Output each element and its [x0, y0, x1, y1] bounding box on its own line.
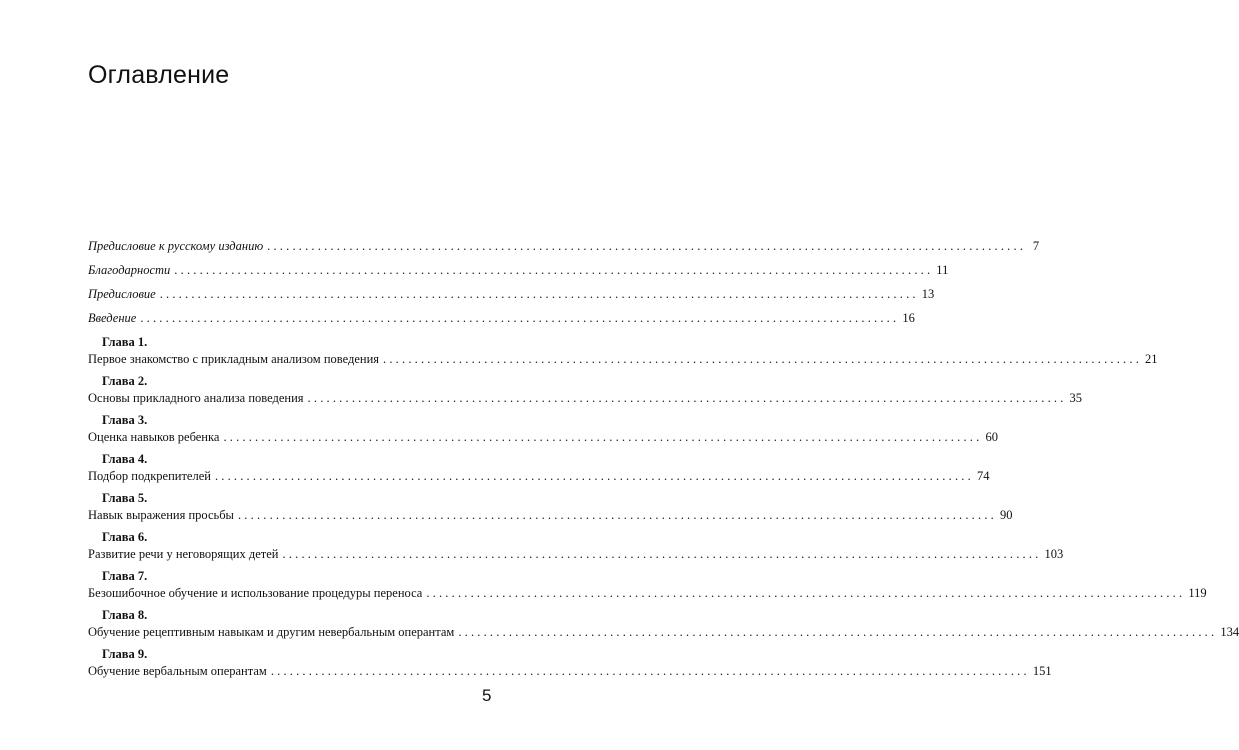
toc-page-number: 7 [1032, 239, 1040, 253]
toc-entry-chapter-2[interactable] [88, 373, 1083, 406]
toc-page-number: 103 [1044, 547, 1064, 561]
dot-leader: ........................................................................................................................ [270, 664, 1030, 678]
dot-leader: ........................................................................................................................ [267, 239, 1027, 253]
toc-entry-title: Безошибочное обучение и использование процедуры переноса [88, 586, 423, 600]
toc-page-number: 90 [999, 508, 1013, 522]
toc-entry-chapter-5[interactable] [88, 490, 1013, 523]
toc-entry-introduction[interactable] [88, 310, 915, 326]
toc-entry-title: Обучение рецептивным навыкам и другим невербальным оперантам [88, 625, 455, 639]
chapter-label: Глава 2. [102, 374, 148, 388]
toc-page-number: 21 [1145, 352, 1158, 366]
toc-entry-chapter-9[interactable] [88, 646, 1052, 679]
toc-page-number: 74 [976, 469, 990, 483]
chapter-label: Глава 1. [102, 335, 148, 349]
toc-entry-chapter-7[interactable] [88, 568, 1207, 601]
dot-leader: ........................................................................................................................ [223, 430, 983, 444]
dot-leader: ........................................................................................................................ [159, 287, 919, 301]
chapter-label: Глава 3. [102, 413, 148, 427]
toc-entry-acknowledgements[interactable] [88, 262, 949, 278]
toc-page-number: 60 [985, 430, 998, 444]
toc-page-number: 35 [1069, 391, 1083, 405]
toc-page-number: 16 [902, 311, 915, 325]
toc-page-number: 151 [1032, 664, 1052, 678]
toc-entry-title: Подбор подкрепителей [88, 469, 211, 483]
chapter-label: Глава 8. [102, 608, 148, 622]
chapter-label: Глава 7. [102, 569, 148, 583]
toc-page-number: 13 [921, 287, 935, 301]
toc-entry-title: Предисловие [88, 287, 156, 301]
dot-leader: ........................................................................................................................ [307, 391, 1067, 405]
toc-entry-title: Первое знакомство с прикладным анализом поведения [88, 352, 380, 366]
dot-leader: ........................................................................................................................ [140, 311, 900, 325]
table-of-contents [88, 238, 1239, 685]
toc-page-number: 11 [936, 263, 949, 277]
toc-entry-title: Обучение вербальным оперантам [88, 664, 267, 678]
toc-entry-title: Оценка навыков ребенка [88, 430, 220, 444]
toc-entry-chapter-4[interactable] [88, 451, 990, 484]
dot-leader: ........................................................................................................................ [174, 263, 934, 277]
dot-leader: ........................................................................................................................ [214, 469, 974, 483]
toc-entry-chapter-6[interactable] [88, 529, 1064, 562]
dot-leader: ........................................................................................................................ [282, 547, 1042, 561]
chapter-label: Глава 9. [102, 647, 148, 661]
toc-entry-title: Развитие речи у неговорящих детей [88, 547, 279, 561]
chapter-label: Глава 6. [102, 530, 148, 544]
toc-entry-preface[interactable] [88, 286, 935, 302]
dot-leader: ........................................................................................................................ [237, 508, 997, 522]
toc-entry-preface-russian-edition[interactable] [88, 238, 1040, 254]
toc-entry-title: Предисловие к русскому изданию [88, 239, 264, 253]
chapter-label: Глава 4. [102, 452, 148, 466]
dot-leader: ........................................................................................................................ [458, 625, 1218, 639]
toc-entry-chapter-1[interactable] [88, 334, 1158, 367]
toc-entry-title: Благодарности [88, 263, 171, 277]
toc-entry-chapter-3[interactable] [88, 412, 998, 445]
toc-page-number: 119 [1188, 586, 1207, 600]
toc-page-number: 134 [1220, 625, 1239, 639]
toc-entry-chapter-8[interactable] [88, 607, 1239, 640]
page-title: Оглавление [88, 61, 230, 89]
page-number: 5 [482, 686, 492, 705]
toc-entry-title: Основы прикладного анализа поведения [88, 391, 304, 405]
chapter-label: Глава 5. [102, 491, 148, 505]
toc-entry-title: Введение [88, 311, 137, 325]
dot-leader: ........................................................................................................................ [426, 586, 1186, 600]
toc-entry-title: Навык выражения просьбы [88, 508, 234, 522]
dot-leader: ........................................................................................................................ [383, 352, 1143, 366]
